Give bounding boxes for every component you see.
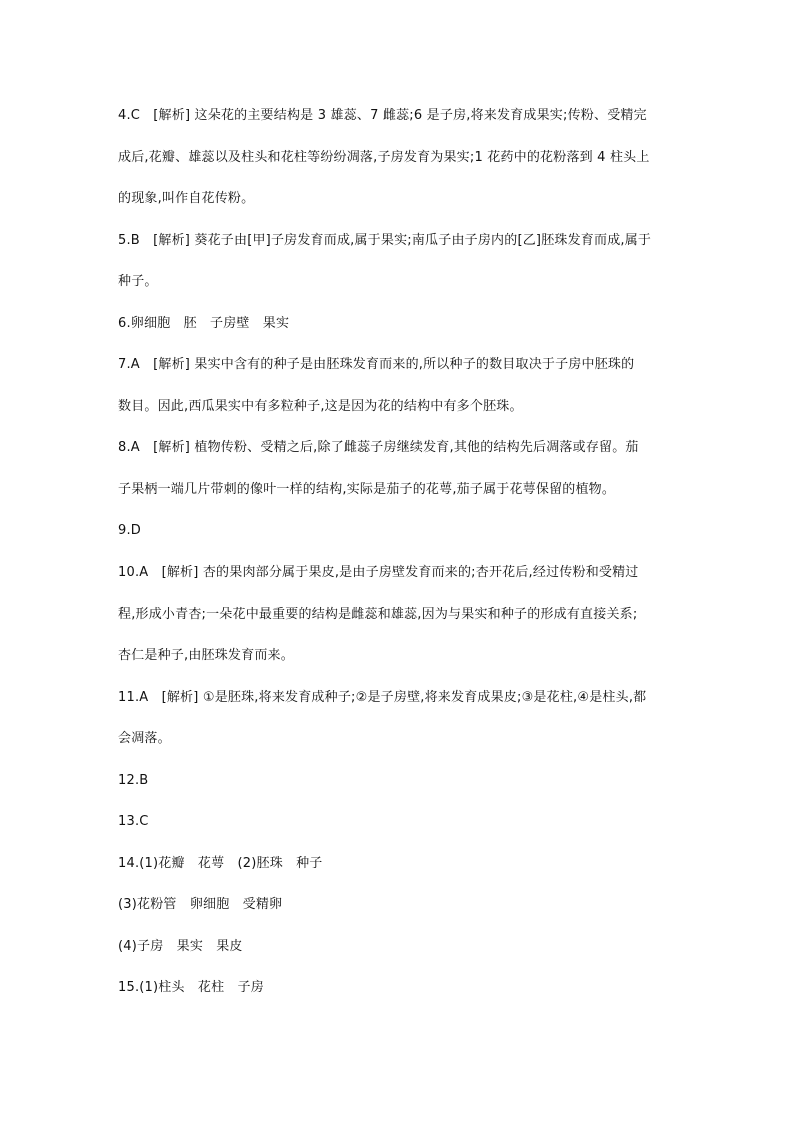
answer-14-line-3: (4)子房 果实 果皮	[118, 939, 243, 954]
answer-10-line-1: 10.A [解析] 杏的果肉部分属于果皮,是由子房壁发育而来的;杏开花后,经过传粉和受精过	[118, 565, 639, 580]
answer-14-line-2: (3)花粉管 卵细胞 受精卵	[118, 897, 283, 912]
answer-11-line-1: 11.A [解析] ①是胚珠,将来发育成种子;②是子房壁,将来发育成果皮;③是花柱,④是柱头,都	[118, 690, 647, 705]
answer-7-line-1: 7.A [解析] 果实中含有的种子是由胚珠发育而来的,所以种子的数目取决于子房中胚珠的	[118, 357, 635, 372]
answer-4-line-2: 成后,花瓣、雄蕊以及柱头和花柱等纷纷凋落,子房发育为果实;1 花药中的花粉落到 4 柱头上	[118, 150, 650, 165]
answer-13: 13.C	[118, 814, 149, 829]
answer-5-line-2: 种子。	[118, 274, 158, 289]
answer-6: 6.卵细胞 胚 子房壁 果实	[118, 316, 290, 331]
answer-10-line-2: 程,形成小青杏;一朵花中最重要的结构是雌蕊和雄蕊,因为与果实和种子的形成有直接关系;	[118, 607, 638, 622]
answer-8-line-2: 子果柄一端几片带刺的像叶一样的结构,实际是茄子的花萼,茄子属于花萼保留的植物。	[118, 482, 616, 497]
answer-15: 15.(1)柱头 花柱 子房	[118, 980, 264, 995]
answer-7-line-2: 数目。因此,西瓜果实中有多粒种子,这是因为花的结构中有多个胚珠。	[118, 399, 523, 414]
answer-12: 12.B	[118, 773, 149, 788]
answer-10-line-3: 杏仁是种子,由胚珠发育而来。	[118, 648, 294, 663]
answer-5-line-1: 5.B [解析] 葵花子由[甲]子房发育而成,属于果实;南瓜子由子房内的[乙]胚珠发育而成,属于	[118, 233, 652, 248]
answer-4-line-1: 4.C [解析] 这朵花的主要结构是 3 雄蕊、7 雌蕊;6 是子房,将来发育成果实;传粉、受精完	[118, 108, 647, 123]
answer-4-line-3: 的现象,叫作自花传粉。	[118, 191, 255, 206]
answer-14-line-1: 14.(1)花瓣 花萼 (2)胚珠 种子	[118, 856, 323, 871]
answer-9: 9.D	[118, 523, 142, 538]
answer-8-line-1: 8.A [解析] 植物传粉、受精之后,除了雌蕊子房继续发育,其他的结构先后凋落或存留。茄	[118, 440, 639, 455]
answer-11-line-2: 会凋落。	[118, 731, 171, 746]
